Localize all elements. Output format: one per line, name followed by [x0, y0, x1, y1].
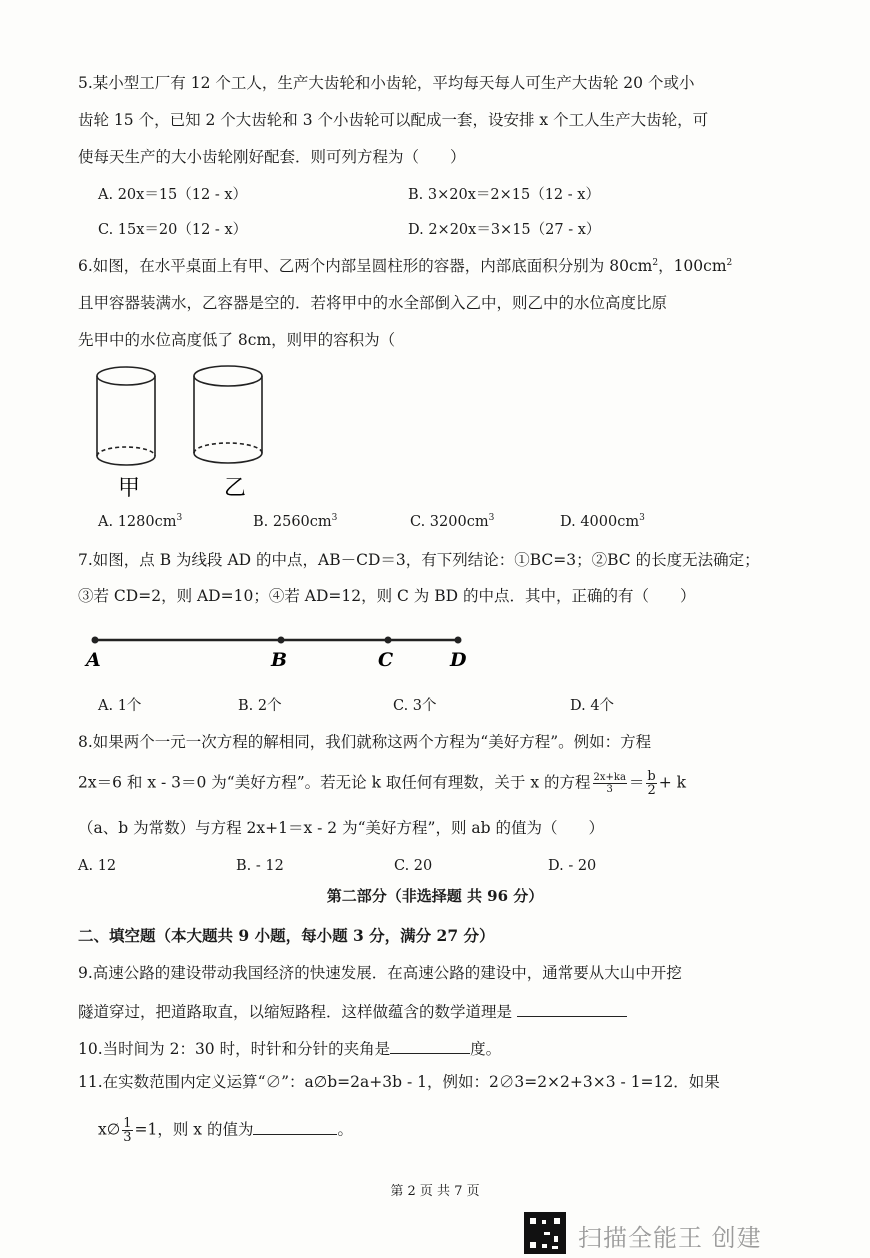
q6-option-c — [410, 512, 494, 532]
q8-option-b: B. - 12 — [236, 858, 284, 874]
q11-fraction — [122, 1117, 132, 1144]
q10-unit: 度。 — [470, 1040, 502, 1058]
q6-option-b-sup: 3 — [331, 513, 338, 524]
q7-line2: ③若 CD=2，则 AD=10；④若 AD=12，则 C 为 BD 的中点．其中，正确的有（ ） — [78, 587, 696, 605]
q6-line1 — [78, 256, 732, 276]
point-c — [385, 637, 392, 644]
q7-option-d: D. 4个 — [570, 698, 615, 714]
q7-line1: 7.如图，点 B 为线段 AD 的中点，AB－CD＝3，有下列结论：①BC=3；②BC 的长度无法确定； — [78, 551, 760, 569]
q6-option-b — [253, 512, 337, 532]
point-a — [92, 637, 99, 644]
frac-den: 2 — [647, 783, 656, 798]
q9-line2 — [78, 1000, 627, 1022]
q8-plus-k: + k — [658, 773, 687, 792]
q8-fraction-left — [593, 772, 627, 795]
q5-option-d: D. 2×20x＝3×15（27 - x） — [408, 222, 601, 238]
q11-rest: =1，则 x 的值为 — [134, 1120, 254, 1139]
q6-option-c-text: C. 3200cm — [410, 514, 489, 530]
q6-option-c-sup: 3 — [488, 513, 495, 524]
label-jia: 甲 — [118, 476, 141, 500]
q10-text: 10.当时间为 2：30 时，时针和分针的夹角是 — [78, 1040, 391, 1058]
cylinder-jia — [97, 367, 155, 465]
frac-num: 2x+ka — [593, 772, 626, 783]
q8-line2 — [78, 770, 686, 797]
label-c: C — [378, 649, 394, 671]
q7-option-b: B. 2个 — [238, 698, 282, 714]
segment-figure — [80, 628, 480, 674]
q6-sup-b: 2 — [726, 257, 733, 268]
q5-option-b: B. 3×20x＝2×15（12 - x） — [408, 187, 600, 203]
scanner-watermark: 扫描全能王 创建 — [578, 1224, 762, 1252]
part2-heading: 第二部分（非选择题 共 96 分） — [326, 887, 544, 905]
section2-heading: 二、填空题（本大题共 9 小题，每小题 3 分，满分 27 分） — [78, 926, 495, 945]
q5-line1: 5.某小型工厂有 12 个工人，生产大齿轮和小齿轮，平均每天每人可生产大齿轮 20 个或小 — [78, 74, 695, 92]
q6-line1-text: 6.如图，在水平桌面上有甲、乙两个内部呈圆柱形的容器，内部底面积分别为 80cm — [78, 257, 653, 275]
q5-line3: 使每天生产的大小齿轮刚好配套．则可列方程为（ ） — [78, 148, 466, 166]
q9-answer-blank[interactable] — [517, 1000, 627, 1017]
cylinder-yi — [194, 366, 262, 463]
q6-option-b-text: B. 2560cm — [253, 514, 332, 530]
q9-line1: 9.高速公路的建设带动我国经济的快速发展．在高速公路的建设中，通常要从大山中开挖 — [78, 964, 682, 982]
point-b — [278, 637, 285, 644]
frac-num: 1 — [123, 1116, 132, 1131]
q11-end: 。 — [337, 1120, 353, 1139]
q11-line2 — [98, 1117, 353, 1144]
label-yi: 乙 — [224, 476, 247, 500]
q8-line2-text: 2x＝6 和 x - 3＝0 为“美好方程”。若无论 k 取任何有理数，关于 x 的方程 — [78, 773, 591, 792]
point-d — [455, 637, 462, 644]
q11-answer-blank[interactable] — [253, 1118, 337, 1135]
q10-line — [78, 1037, 501, 1059]
q6-option-d — [560, 512, 645, 532]
frac-den: 3 — [606, 784, 613, 795]
q8-option-a: A. 12 — [78, 858, 117, 874]
qr-code-icon — [524, 1212, 566, 1254]
q6-line2: 且甲容器装满水，乙容器是空的．若将甲中的水全部倒入乙中，则乙中的水位高度比原 — [78, 294, 668, 312]
q6-option-a-sup: 3 — [176, 513, 183, 524]
q6-option-d-sup: 3 — [639, 513, 645, 524]
q7-option-a: A. 1个 — [98, 698, 142, 714]
cylinders-figure — [90, 360, 310, 500]
label-a: A — [86, 649, 101, 671]
page-footer: 第 2 页 共 7 页 — [390, 1184, 480, 1199]
q9-line2-text: 隧道穿过，把道路取直，以缩短路程．这样做蕴含的数学道理是 — [78, 1003, 513, 1021]
q8-line3: （a、b 为常数）与方程 2x+1＝x - 2 为“美好方程”，则 ab 的值为（ ） — [78, 819, 604, 837]
frac-den: 3 — [123, 1130, 132, 1145]
q5-option-a: A. 20x＝15（12 - x） — [98, 187, 248, 203]
q5-line2: 齿轮 15 个，已知 2 个大齿轮和 3 个小齿轮可以配成一套，设安排 x 个工人生产大齿轮，可 — [78, 111, 709, 129]
q8-fraction-right — [646, 770, 656, 797]
q8-eq: ＝ — [628, 773, 645, 792]
q5-option-c: C. 15x＝20（12 - x） — [98, 222, 248, 238]
q8-line1: 8.如果两个一元一次方程的解相同，我们就称这两个方程为“美好方程”。例如：方程 — [78, 733, 652, 751]
q6-option-a — [98, 512, 182, 532]
q7-option-c: C. 3个 — [393, 698, 437, 714]
q8-option-c: C. 20 — [394, 858, 433, 874]
q11-x-op: x∅ — [98, 1120, 121, 1139]
q8-option-d: D. - 20 — [548, 858, 597, 874]
q6-sup-a: 2 — [652, 257, 659, 268]
frac-num: b — [647, 769, 656, 784]
label-d: D — [450, 649, 467, 671]
q6-option-d-text: D. 4000cm — [560, 514, 640, 530]
q6-line3: 先甲中的水位高度低了 8cm，则甲的容积为（ — [78, 331, 396, 349]
q6-line1-text-b: ，100cm — [658, 257, 727, 275]
q6-option-a-text: A. 1280cm — [98, 514, 177, 530]
q10-answer-blank[interactable] — [390, 1037, 470, 1054]
label-b: B — [271, 649, 288, 671]
q11-line1: 11.在实数范围内定义运算“∅”：a∅b=2a+3b - 1，例如：2∅3=2×2+3×3 - 1=12．如果 — [78, 1073, 720, 1091]
